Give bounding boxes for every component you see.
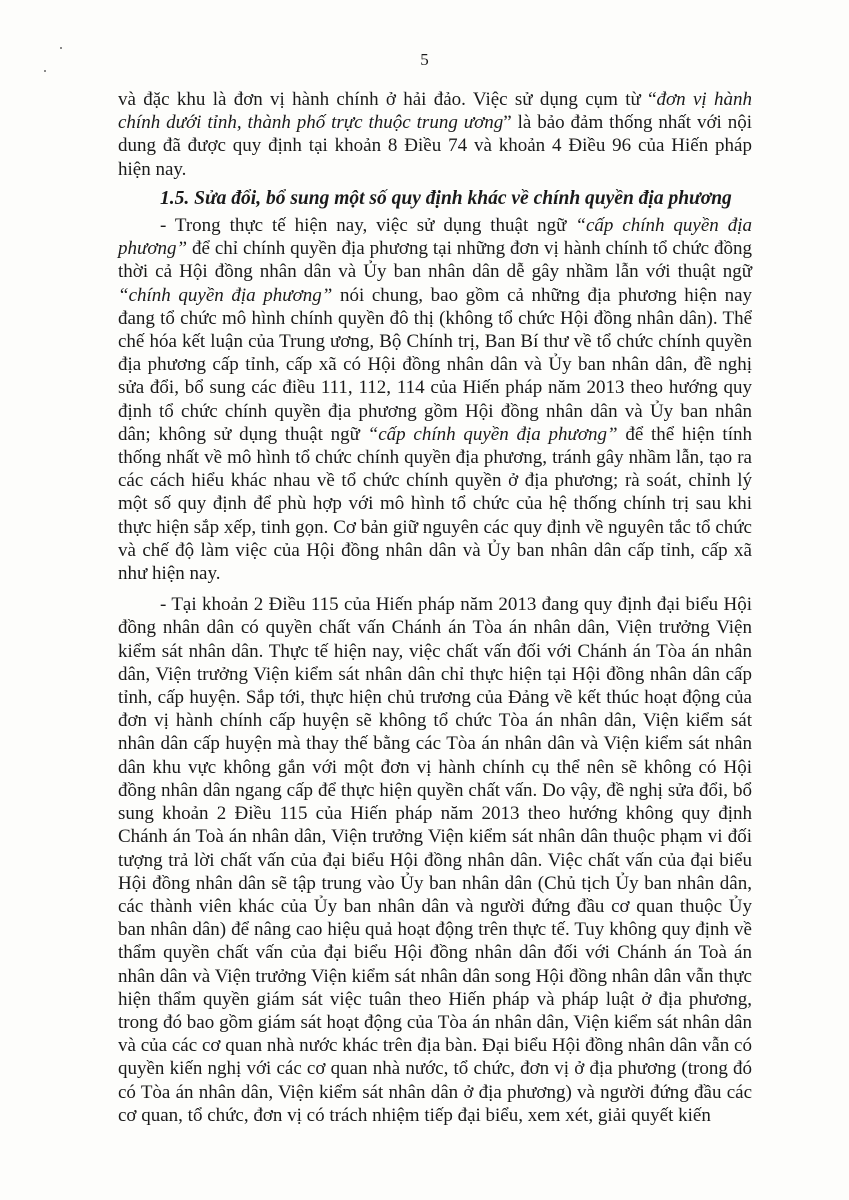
text-run: và đặc khu là đơn vị hành chính ở hải đảo. Việc sử dụng cụm từ “ [118, 89, 657, 110]
italic-term: “chính quyền địa phương” [118, 284, 333, 306]
paragraph-local-government-terms [118, 214, 752, 585]
text-run: ” là bảo đảm thống nhất với nội dung đã được quy định tại khoản 8 Điều 74 và khoản 4 Điều 96 của Hiến pháp hiện nay. [118, 112, 753, 180]
page-number: 5 [420, 50, 429, 69]
text-run: - Trong thực tế hiện nay, việc sử dụng thuật ngữ [160, 215, 576, 237]
paragraph-continuation [118, 88, 752, 181]
text-run: để thể hiện tính thống nhất về mô hình tổ chức chính quyền địa phương, tránh gây nhầm lẫn, tạo ra các cách hiểu khác nhau về tổ chức chính quyền ở địa phương; rà soát, chỉnh lý một số quy định để phù hợp với mô hình tổ chức của hệ thống chính trị sau khi thực hiện sắp xếp, tinh gọn. Cơ bản giữ nguyên các quy định về nguyên tắc tổ chức và chế độ làm việc của Hội đồng nhân dân và Ủy ban nhân dân cấp tỉnh, cấp xã như hiện nay. [118, 423, 752, 585]
text-run: để chỉ chính quyền địa phương tại những đơn vị hành chính tổ chức đồng thời cả Hội đồng nhân dân và Ủy ban nhân dân dễ gây nhầm lẫn với thuật ngữ [118, 238, 752, 283]
text-run: nói chung, bao gồm cả những địa phương hiện nay đang tổ chức mô hình chính quyền đô thị (không tổ chức Hội đồng nhân dân). Thể chế hóa kết luận của Trung ương, Bộ Chính trị, Ban Bí thư về tổ chức chính quyền địa phương cấp tỉnh, cấp xã có Hội đồng nhân dân và Ủy ban nhân dân, đề nghị sửa đổi, bổ sung các điều 111, 112, 114 của Hiến pháp năm 2013 theo hướng quy định tổ chức chính quyền địa phương gồm Hội đồng nhân dân và Ủy ban nhân dân; không sử dụng thuật ngữ [118, 284, 753, 445]
paragraph-article-115: - Tại khoản 2 Điều 115 của Hiến pháp năm 2013 đang quy định đại biểu Hội đồng nhân dân có quyền chất vấn Chánh án Tòa án nhân dân, Viện trưởng Viện kiểm sát nhân dân. Thực tế hiện nay, việc chất vấn đối với Chánh án Tòa án nhân dân, Viện trưởng Viện kiểm sát nhân dân chỉ thực hiện tại Hội đồng nhân dân cấp tỉnh, cấp huyện. Sắp tới, thực hiện chủ trương của Đảng về kết thúc hoạt động của đơn vị hành chính cấp huyện sẽ không tổ chức Tòa án nhân dân, Viện kiểm sát nhân dân cấp huyện mà thay thế bằng các Tòa án nhân dân và Viện kiểm sát nhân dân khu vực không gắn với một đơn vị hành chính cụ thể nên sẽ không có Hội đồng nhân dân ngang cấp để thực hiện quyền chất vấn. Do vậy, đề nghị sửa đổi, bổ sung khoản 2 Điều 115 của Hiến pháp năm 2013 theo hướng không quy định Chánh án Toà án nhân dân, Viện trưởng Viện kiểm sát nhân dân thuộc phạm vi đối tượng trả lời chất vấn của đại biểu Hội đồng nhân dân. Việc chất vấn của đại biểu Hội đồng nhân dân sẽ tập trung vào Ủy ban nhân dân (Chủ tịch Ủy ban nhân dân, các thành viên khác của Ủy ban nhân dân và người đứng đầu cơ quan thuộc Ủy ban nhân dân) để nâng cao hiệu quả hoạt động trên thực tế. Tuy không quy định về thẩm quyền chất vấn của đại biểu Hội đồng nhân dân đối với Chánh án Toà án nhân dân và Viện trưởng Viện kiểm sát nhân dân song Hội đồng nhân dân vẫn thực hiện thẩm quyền giám sát việc tuân theo Hiến pháp và pháp luật ở địa phương, trong đó bao gồm giám sát hoạt động của Tòa án nhân dân, Viện kiểm sát nhân dân và của các cơ quan nhà nước khác trên địa bàn. Đại biểu Hội đồng nhân dân vẫn có quyền kiến nghị với các cơ quan nhà nước, tổ chức, đơn vị ở địa phương (trong đó có Tòa án nhân dân, Viện kiểm sát nhân dân ở địa phương) và người đứng đầu các cơ quan, tổ chức, đơn vị có trách nhiệm tiếp đại biểu, xem xét, giải quyết kiến [118, 594, 752, 1126]
section-heading: 1.5. Sửa đổi, bổ sung một số quy định khác về chính quyền địa phương [160, 187, 732, 209]
scan-speck [44, 70, 46, 72]
document-body [118, 88, 752, 1127]
italic-term: “cấp chính quyền địa phương” [367, 423, 618, 445]
italic-term: đơn vị hành chính dưới tỉnh, thành phố trực thuộc trung ương [118, 89, 752, 134]
italic-term: “cấp chính quyền địa phương” [118, 215, 752, 260]
scan-speck [60, 47, 62, 49]
